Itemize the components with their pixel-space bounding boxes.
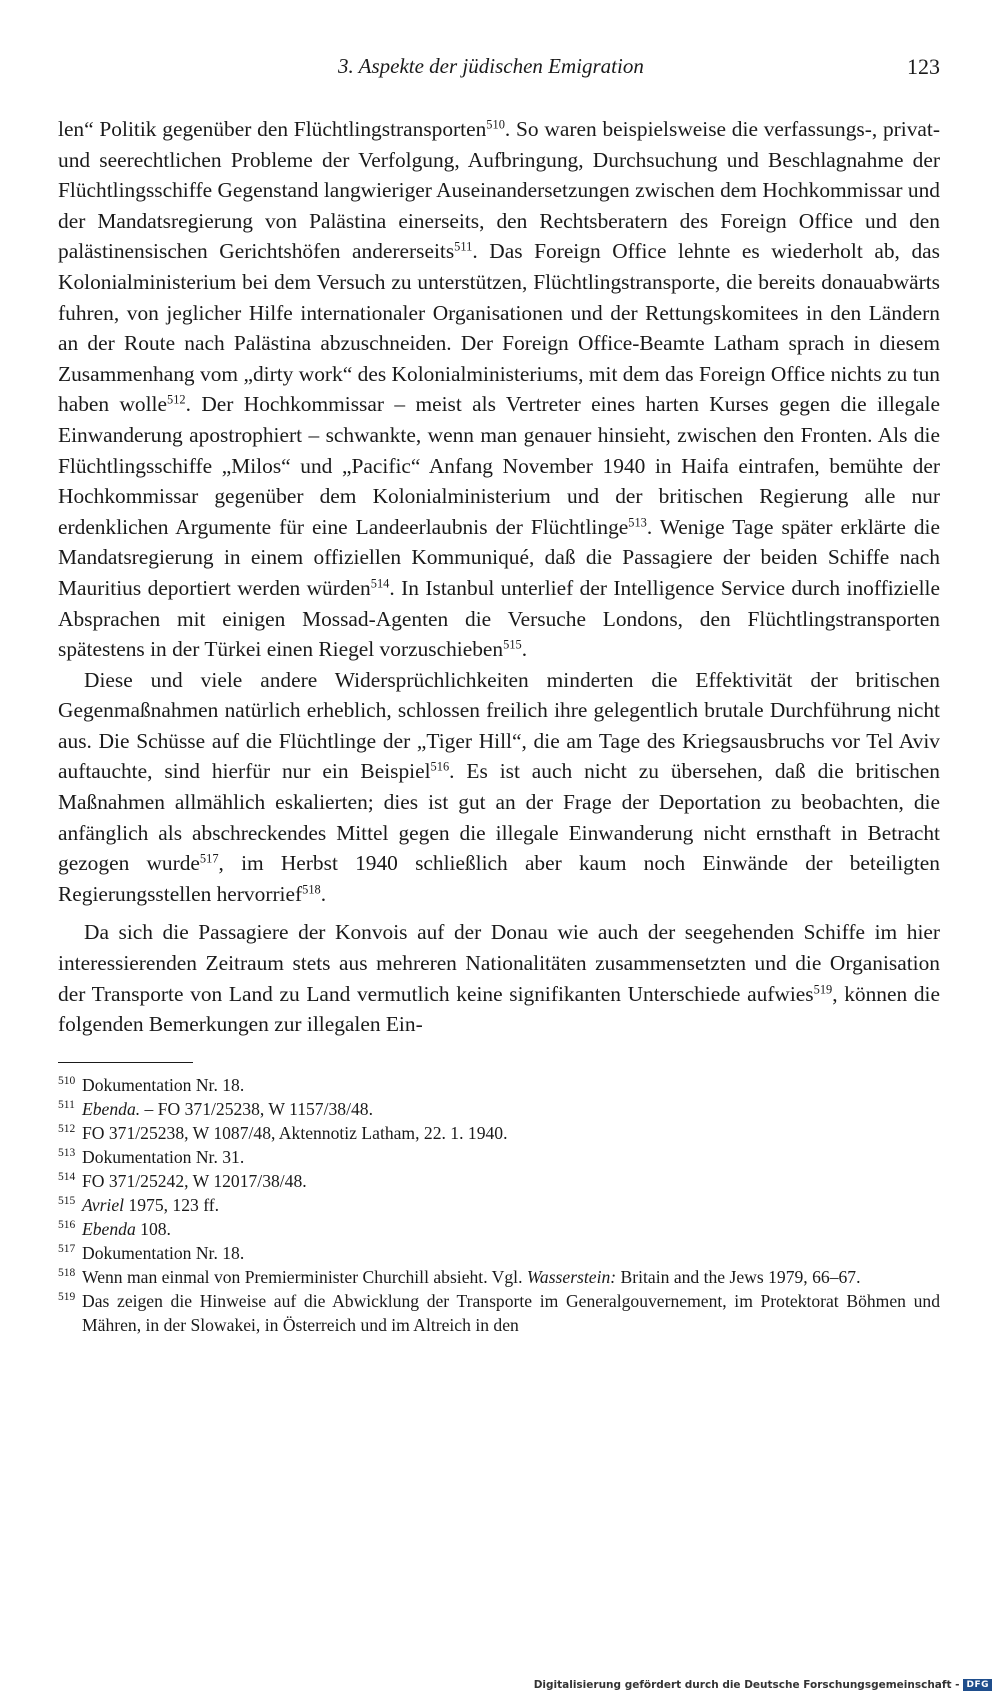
footnote-text <box>82 1289 940 1337</box>
italic-text: Avriel <box>82 1194 125 1215</box>
footnote-ref: 518 <box>302 882 321 897</box>
text-run: Britain and the Jews 1979, 66–67. <box>616 1266 861 1287</box>
footnote-number: 519 <box>58 1290 76 1303</box>
footnote-ref: 517 <box>199 851 219 866</box>
footnote <box>58 1145 940 1169</box>
footnote <box>58 1217 940 1241</box>
footnote-text <box>82 1241 940 1265</box>
italic-text: Wasserstein: <box>526 1266 617 1287</box>
footnote-text <box>82 1073 940 1097</box>
text-run: len“ Politik gegenüber den Flüchtlingstransporten <box>58 117 487 141</box>
footnote-ref: 510 <box>486 117 505 132</box>
footnote-divider <box>58 1062 193 1063</box>
digitization-footer <box>534 1679 992 1691</box>
text-run: . So waren beispielsweise die verfassungs-, privat- und seerechtlichen Probleme der Verfolgung, Aufbringung, Durchsuchung und Beschlagnahme der Flüchtlingsschiffe Gegenstand langwieriger Auseinandersetzungen zwischen dem Hochkommissar und der Mandatsregierung von Palästina einerseits, den Rechtsberatern des Foreign Office und den palästinensischen Gerichtshöfen andererseits <box>58 117 940 264</box>
footnote <box>58 1097 940 1121</box>
text-run: . Es ist auch nicht zu übersehen, daß die britischen Maßnahmen allmählich eskalierten; dies ist gut an der Frage der Deportation zu beobachten, die anfänglich als abschreckendes Mittel gegen die illegale Einwanderung nicht ernsthaft in Betracht gezogen wurde <box>58 759 940 876</box>
footnote-ref: 515 <box>503 637 522 652</box>
footnote <box>58 1121 940 1145</box>
text-run: Wenn man einmal von Premierminister Churchill absieht. Vgl. <box>82 1266 527 1287</box>
text-run: – FO 371/25238, W 1157/38/48. <box>140 1098 373 1119</box>
footnote-ref: 512 <box>166 392 186 407</box>
paragraph <box>58 114 940 665</box>
text-run: Dokumentation Nr. 18. <box>82 1242 245 1263</box>
paragraph <box>58 917 940 1039</box>
footnote-ref: 511 <box>454 239 473 254</box>
footnote-text <box>82 1193 940 1217</box>
text-run: . Der Hochkommissar – meist als Vertreter eines harten Kurses gegen die illegale Einwanderung apostrophiert – schwankte, wenn man genauer hinsieht, zwischen den Fronten. Als die Flüchtlingsschiffe „Milos“ und „Pacific“ Anfang November 1940 in Haifa eintrafen, bemühte der Hochkommissar gegenüber dem Kolonialministerium und der britischen Regierung alle nur erdenklichen Argumente für eine Landeerlaubnis der Flüchtlinge <box>58 392 940 539</box>
footnote-number: 516 <box>58 1218 76 1231</box>
text-run: Diese und viele andere Widersprüchlichkeiten minderten die Effektivität der britischen Gegenmaßnahmen natürlich erheblich, schlossen freilich ihre gelegentlich brutale Durchführung nicht aus. Die Schüsse auf die Flüchtlinge der „Tiger Hill“, die am Tage des Kriegsausbruchs vor Tel Aviv auftauchte, sind hierfür nur ein Beispiel <box>58 667 940 784</box>
footnote-ref: 513 <box>628 515 647 530</box>
text-run: FO 371/25242, W 12017/38/48. <box>82 1170 307 1191</box>
text-run: , im Herbst 1940 schließlich aber kaum noch Einwände der beteiligten Regierungsstellen hervorrief <box>58 851 940 906</box>
footnote-ref: 516 <box>430 760 450 775</box>
running-head <box>58 48 940 88</box>
text-run: , können die folgenden Bemerkungen zur illegalen Ein- <box>58 981 940 1037</box>
italic-text: Ebenda <box>82 1218 136 1239</box>
footnote <box>58 1241 940 1265</box>
running-title: 3. Aspekte der jüdischen Emigration <box>338 54 644 78</box>
text-run: Das zeigen die Hinweise auf die Abwicklung der Transporte im Generalgouvernement, im Protektorat Böhmen und Mähren, in der Slowakei, in Österreich und im Altreich in den <box>82 1290 940 1335</box>
footnote-number: 515 <box>58 1194 76 1207</box>
footnote <box>58 1289 940 1337</box>
footnote <box>58 1073 940 1097</box>
text-run: . Wenige Tage später erklärte die Mandatsregierung in einem offiziellen Kommuniqué, daß die Passagiere der beiden Schiffe nach Mauritius deportiert werden würden <box>58 514 940 600</box>
text-run: Da sich die Passagiere der Konvois auf der Donau wie auch der seegehenden Schiffe im hier interessierenden Zeitraum stets aus mehreren Nationalitäten zusammensetzten und die Organisation der Transporte von Land zu Land vermutlich keine signifikanten Unterschiede aufwies <box>58 920 940 1006</box>
footnote-text <box>82 1121 940 1145</box>
footnote-number: 514 <box>58 1170 76 1183</box>
footnotes <box>58 1073 940 1337</box>
footnote-text <box>82 1265 940 1289</box>
text-run: Dokumentation Nr. 18. <box>82 1074 245 1095</box>
text-run: FO 371/25238, W 1087/48, Aktennotiz Latham, 22. 1. 1940. <box>82 1122 508 1143</box>
footnote-ref: 514 <box>370 576 390 591</box>
footnote-number: 512 <box>58 1122 76 1135</box>
body-text <box>58 114 940 1040</box>
footnote-text <box>82 1217 940 1241</box>
page-number: 123 <box>907 54 940 79</box>
dfg-logo: DFG <box>963 1679 992 1691</box>
text-run: 1975, 123 ff. <box>124 1194 220 1215</box>
footnote <box>58 1193 940 1217</box>
footnote-text <box>82 1169 940 1193</box>
footnote-number: 511 <box>58 1098 75 1111</box>
footnote <box>58 1169 940 1193</box>
footnote-number: 517 <box>58 1242 76 1255</box>
footnote-number: 518 <box>58 1266 76 1279</box>
text-run: 108. <box>135 1218 171 1239</box>
text-run: . In Istanbul unterlief der Intelligence Service durch inoffizielle Absprachen mit einigen Mossad-Agenten die Versuche Londons, den Flüchtlingstransporten spätestens in der Türkei einen Riegel vorzuschieben <box>58 575 940 662</box>
text-run: . <box>320 881 327 906</box>
footnote <box>58 1265 940 1289</box>
book-page <box>58 48 940 1337</box>
footnote-ref: 519 <box>813 982 833 997</box>
text-run: . Das Foreign Office lehnte es wiederholt ab, das Kolonialministerium bei dem Versuch zu unterstützen, Flüchtlingstransporte, die bereits donauabwärts fuhren, von jeglicher Hilfe internationaler Organisationen und der Rettungskomitees in den Ländern an der Route nach Palästina abzuschneiden. Der Foreign Office-Beamte Latham sprach in diesem Zusammenhang vom „dirty work“ des Kolonialministeriums, mit dem das Foreign Office nichts zu tun haben wolle <box>58 239 940 417</box>
text-run: . <box>521 637 528 662</box>
footnote-number: 510 <box>58 1074 76 1087</box>
footnote-text <box>82 1097 940 1121</box>
footnote-number: 513 <box>58 1146 76 1159</box>
footnote-text <box>82 1145 940 1169</box>
digitization-note: Digitalisierung gefördert durch die Deutsche Forschungsgemeinschaft - <box>533 1679 960 1691</box>
paragraph <box>58 665 940 910</box>
italic-text: Ebenda. <box>82 1098 141 1119</box>
text-run: Dokumentation Nr. 31. <box>82 1146 245 1167</box>
